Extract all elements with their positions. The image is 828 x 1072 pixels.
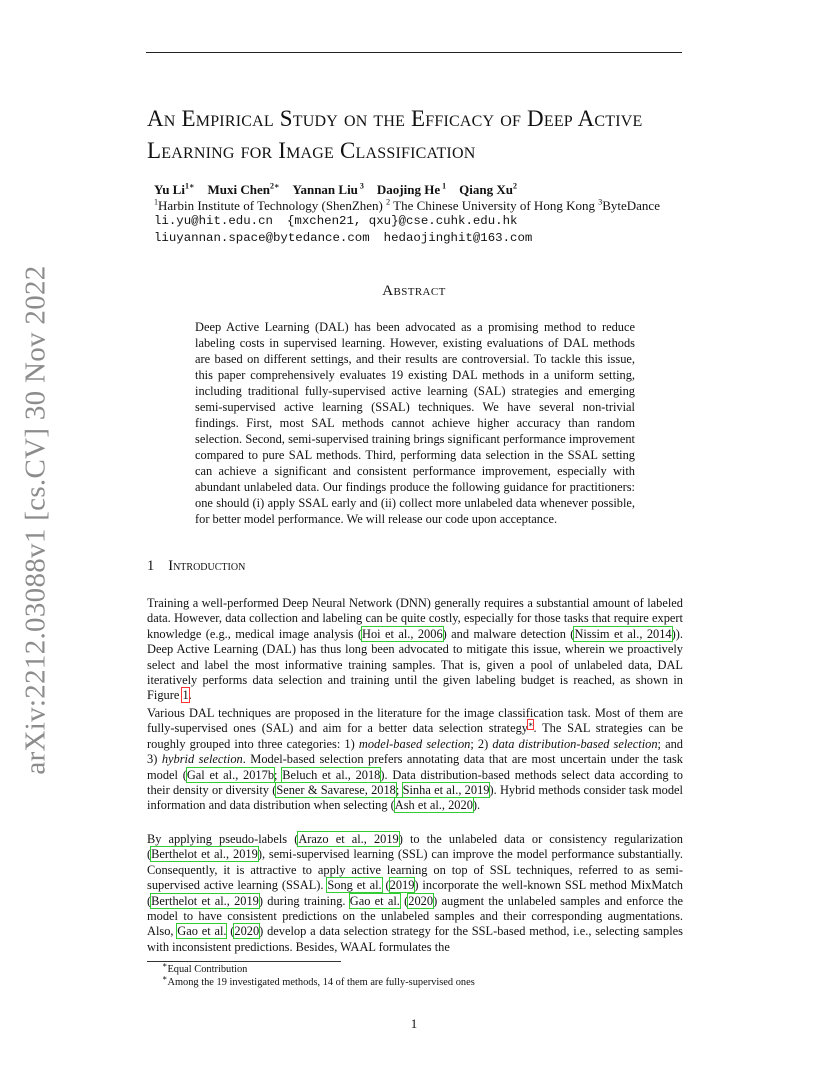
citation-link[interactable]: Sinha et al., 2019	[402, 783, 490, 798]
footnote: ∗Equal Contribution	[162, 960, 248, 975]
citation-link[interactable]: Gao et al.	[349, 893, 400, 908]
footnote: ∗Among the 19 investigated methods, 14 of them are fully-supervised ones	[162, 973, 475, 988]
citation-link[interactable]: Song et al.	[327, 878, 382, 893]
citation-link[interactable]: Gal et al., 2017b	[186, 767, 275, 782]
paragraph: Various DAL techniques are proposed in the literature for the image classification task. Most of them are fully-supervised ones (SAL) and aim for a better data selection strategy∗. The SAL strategies can be roughly grouped into three categories: 1) model-based selection; 2) data distribution-based selection; and 3) hybrid selection. Model-based selection prefers annotating data that are most uncertain under the task model (Gal et al., 2017b; Beluch et al., 2018). Data distribution-based methods select data according to their density or diversity (Sener & Savarese, 2018; Sinha et al., 2019). Hybrid methods consider task model information and data distribution when selecting (Ash et al., 2020).	[147, 706, 683, 813]
paragraph: By applying pseudo-labels (Arazo et al., 2019) to the unlabeled data or consistency regularization (Berthelot et al., 2019), semi-supervised learning (SSL) can improve the model performance substantially. Consequently, it is attractive to apply active learning on top of SSL techniques, referred to as semi-supervised active learning (SSAL). Song et al. (2019) incorporate the well-known SSL method MixMatch (Berthelot et al., 2019) during training. Gao et al. (2020) augment the unlabeled samples and enforce the model to have consistent predictions on the unlabeled samples and their corresponding augmentations. Also, Gao et al. (2020) develop a data selection strategy for the SSL-based method, i.e., selecting samples with inconsistent predictions. Besides, WAAL formulates the	[147, 832, 684, 954]
citation-link[interactable]: 2020	[234, 924, 260, 939]
author-list	[154, 182, 517, 198]
citation-link[interactable]: Arazo et al., 2019	[298, 832, 399, 846]
paper-title: An Empirical Study on the Efficacy of Deep Active Learning for Image Classification	[147, 106, 643, 163]
citation-link[interactable]: Hoi et al., 2006	[362, 626, 443, 641]
figure-link[interactable]: 1	[182, 688, 189, 703]
author-name: Qiang Xu$^2$	[459, 181, 517, 197]
footnote-rule	[147, 961, 341, 962]
top-rule	[146, 52, 682, 53]
email-address[interactable]: liuyannan.space@bytedance.com	[154, 231, 370, 245]
citation-link[interactable]: Berthelot et al., 2019	[151, 847, 258, 862]
email-line	[154, 231, 532, 245]
section-heading: 1 Introduction	[147, 558, 246, 574]
email-line	[154, 214, 518, 228]
affiliations: $^1$Harbin Institute of Technology (ShenZhen) $^2$ The Chinese University of Hong Kong $^3$ByteDance	[154, 197, 660, 213]
citation-link[interactable]: Gao et al.	[177, 924, 227, 939]
arxiv-identifier: arXiv:2212.03088v1 [cs.CV] 30 Nov 2022	[19, 265, 52, 775]
citation-link[interactable]: 2020	[408, 893, 434, 908]
page-number: 1	[410, 1016, 418, 1031]
citation-link[interactable]: Nissim et al., 2014	[574, 626, 672, 641]
author-name: Yannan Liu $^3$	[292, 181, 364, 197]
citation-link[interactable]: Sener & Savarese, 2018	[276, 783, 396, 798]
author-name: Daojing He $^1$	[376, 181, 447, 197]
abstract-heading: Abstract	[382, 283, 446, 299]
citation-link[interactable]: Berthelot et al., 2019	[151, 893, 259, 908]
citation-link[interactable]: Ash et al., 2020	[394, 798, 473, 813]
citation-link[interactable]: Beluch et al., 2018	[282, 767, 381, 782]
email-address[interactable]: hedaojinghit@163.com	[383, 231, 533, 245]
abstract-text: Deep Active Learning (DAL) has been advocated as a promising method to reduce labeling costs in supervised learning. However, existing evaluations of DAL methods are based on different settings, and their results are controversial. To tackle this issue, this paper comprehensively evaluates 19 existing DAL methods in a uniform setting, including traditional fully-supervised active learning (SAL) strategies and emerging semi-supervised active learning (SSAL) techniques. We have several non-trivial findings. First, most SAL methods cannot achieve higher accuracy than random selection. Second, semi-supervised training brings significant performance improvement compared to pure SAL methods. Third, performing data selection in the SSAL setting can achieve a significant and consistent performance improvement, especially with abundant unlabeled data. Our findings produce the following guidance for practitioners: one should (i) apply SSAL early and (ii) collect more unlabeled data whenever possible, for better model performance. We will release our code upon acceptance.	[195, 320, 635, 526]
footnote-link[interactable]: ∗	[528, 720, 534, 730]
author-name: Yu $Li^{1∗}$	[154, 181, 195, 197]
author-name: Muxi Chen$^{2∗}$	[207, 181, 280, 197]
email-address[interactable]: {mxchen21, qxu}@cse.cuhk.edu.hk	[286, 214, 518, 228]
citation-link[interactable]: 2019	[389, 878, 415, 893]
email-address[interactable]: li.yu@hit.edu.cn	[154, 214, 273, 228]
paragraph: Training a well-performed Deep Neural Network (DNN) generally requires a substantial amount of labeled data. However, data collection and labeling can be quite costly, especially for those tasks that require expert knowledge (e.g., medical image analysis (Hoi et al., 2006) and malware detection (Nissim et al., 2014)). Deep Active Learning (DAL) has thus long been advocated to mitigate this issue, wherein we proactively select and label the most informative training samples. That is, given a pool of unlabeled data, DAL iteratively performs data selection and training until the given labeling budget is reached, as shown in Figure 1.	[147, 596, 683, 703]
